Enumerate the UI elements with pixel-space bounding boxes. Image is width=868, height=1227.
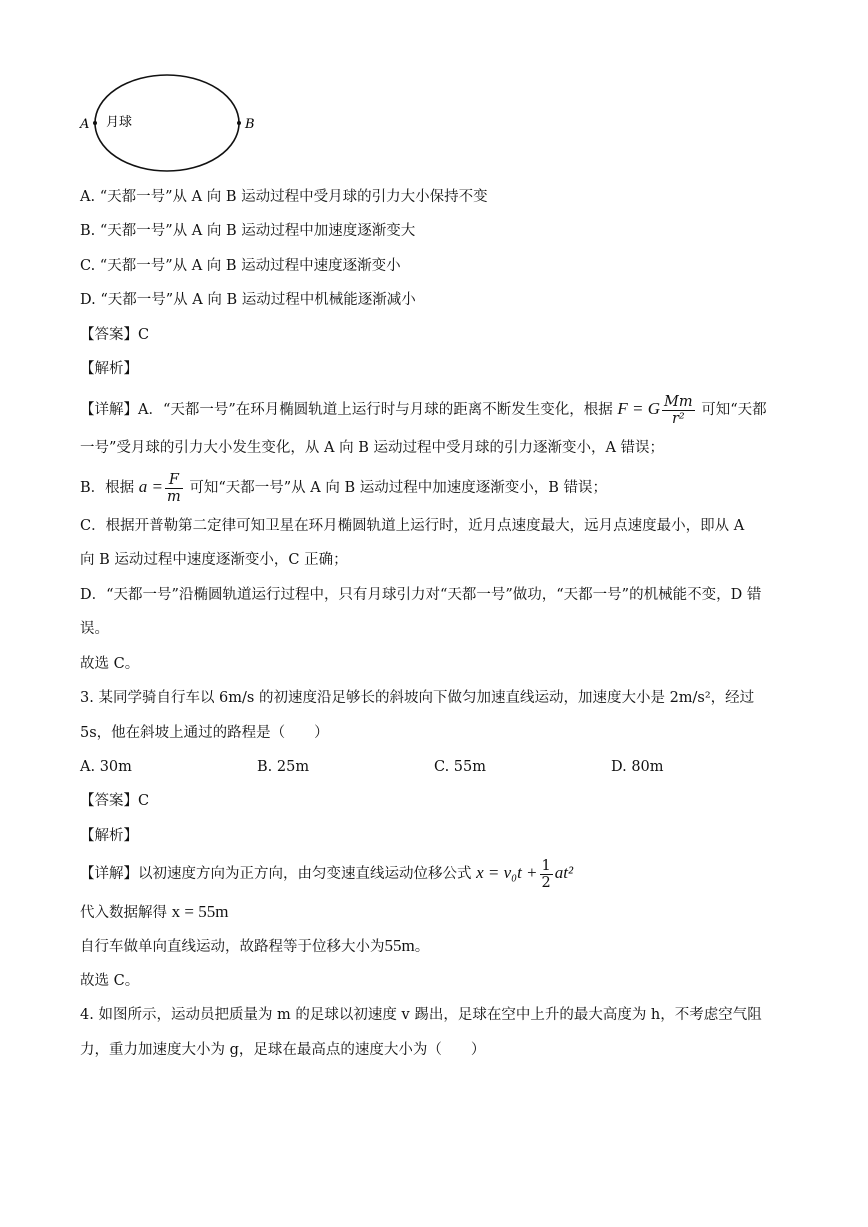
q2-detail-d-line1: D．“天都一号”沿椭圆轨道运行过程中，只有月球引力对“天都一号”做功，“天都一号”的机械能不变，D 错 — [80, 587, 762, 603]
q2-option-b: B. “天都一号”从 A 向 B 运动过程中加速度逐渐变大 — [80, 223, 416, 239]
accel-formula-num: F — [165, 472, 183, 489]
point-b-label: B — [245, 117, 255, 132]
q3-option-d: D. 80m — [611, 759, 664, 775]
q3-substitute-text: 代入数据解得 — [80, 905, 167, 921]
q2-analysis-heading: 【解析】 — [80, 361, 138, 377]
point-a-label: A — [80, 117, 90, 132]
q2-option-c: C. “天都一号”从 A 向 B 运动过程中速度逐渐变小 — [80, 258, 401, 274]
q2-answer: 【答案】C — [80, 327, 150, 343]
q2-detail-b-post: 可知“天都一号”从 A 向 B 运动过程中加速度逐渐变小，B 错误； — [189, 480, 608, 496]
q2-detail-a-line2: 一号”受月球的引力大小发生变化，从 A 向 B 运动过程中受月球的引力逐渐变小，A 错误； — [80, 440, 665, 456]
displacement-formula-num: 1 — [541, 857, 551, 874]
displacement-formula-den: 2 — [541, 874, 551, 891]
q2-option-d: D. “天都一号”从 A 向 B 运动过程中机械能逐渐减小 — [80, 292, 416, 308]
displacement-formula-lhs: x = v₀t + — [476, 863, 538, 882]
force-formula-lhs: F = G — [617, 399, 661, 418]
q4-stem-line2: 力，重力加速度大小为 g，足球在最高点的速度大小为（ ） — [80, 1042, 486, 1058]
accel-formula-fraction — [165, 472, 183, 505]
q3-option-a: A. 30m — [80, 759, 132, 775]
q3-substitute-result: x = 55m — [171, 902, 229, 921]
point-a-dot — [93, 121, 97, 125]
q3-path-result: 55m — [384, 936, 415, 955]
point-b-dot — [237, 121, 241, 125]
q3-answer: 【答案】C — [80, 793, 150, 809]
displacement-formula-fraction — [540, 858, 553, 891]
force-formula-fraction — [662, 394, 695, 427]
q2-detail-a-tail: 可知“天都 — [701, 402, 767, 418]
q2-detail-d-line2: 误。 — [80, 621, 109, 637]
q3-option-c: C. 55m — [434, 759, 486, 775]
q2-detail-c-line1: C．根据开普勒第二定律可知卫星在环月椭圆轨道上运行时，近月点速度最大，远月点速度最小，即从 A — [80, 518, 745, 534]
q2-detail-a-text: 【详解】A．“天都一号”在环月椭圆轨道上运行时与月球的距离不断发生变化，根据 — [80, 402, 613, 418]
q2-option-a: A. “天都一号”从 A 向 B 运动过程中受月球的引力大小保持不变 — [80, 189, 488, 205]
moon-label: 月球 — [106, 115, 133, 130]
orbit-diagram — [70, 68, 270, 178]
q2-detail-c-line2: 向 B 运动过程中速度逐渐变小，C 正确； — [80, 552, 348, 568]
q3-path-text: 自行车做单向直线运动，故路程等于位移大小为 — [80, 939, 385, 955]
q3-stem-line1: 3. 某同学骑自行车以 6m/s 的初速度沿足够长的斜坡向下做匀加速直线运动，加速度大小是 2m/s²，经过 — [80, 690, 755, 706]
q3-option-b: B. 25m — [257, 759, 310, 775]
q3-stem-line2: 5s，他在斜坡上通过的路程是（ ） — [80, 725, 329, 741]
q2-detail-a-line1 — [80, 392, 767, 426]
q4-stem-line1: 4. 如图所示，运动员把质量为 m 的足球以初速度 v 踢出，足球在空中上升的最大高度为 h，不考虑空气阻 — [80, 1007, 762, 1023]
q3-analysis-heading: 【解析】 — [80, 828, 138, 844]
q3-path — [80, 936, 429, 957]
displacement-formula-tail: at² — [554, 863, 574, 882]
q2-conclusion: 故选 C。 — [80, 656, 140, 672]
q3-detail-text: 【详解】以初速度方向为正方向，由匀变速直线运动位移公式 — [80, 866, 472, 882]
q2-detail-b — [80, 470, 607, 504]
force-formula-num: Mm — [664, 393, 693, 410]
force-formula-den: r² — [671, 410, 685, 427]
accel-formula-lhs: a = — [138, 477, 163, 496]
q3-conclusion: 故选 C。 — [80, 973, 140, 989]
q3-detail — [80, 856, 573, 890]
accel-formula-den: m — [167, 488, 181, 505]
q3-path-end: 。 — [414, 939, 430, 955]
q3-substitute — [80, 902, 228, 923]
q2-detail-b-pre: B．根据 — [80, 480, 135, 496]
